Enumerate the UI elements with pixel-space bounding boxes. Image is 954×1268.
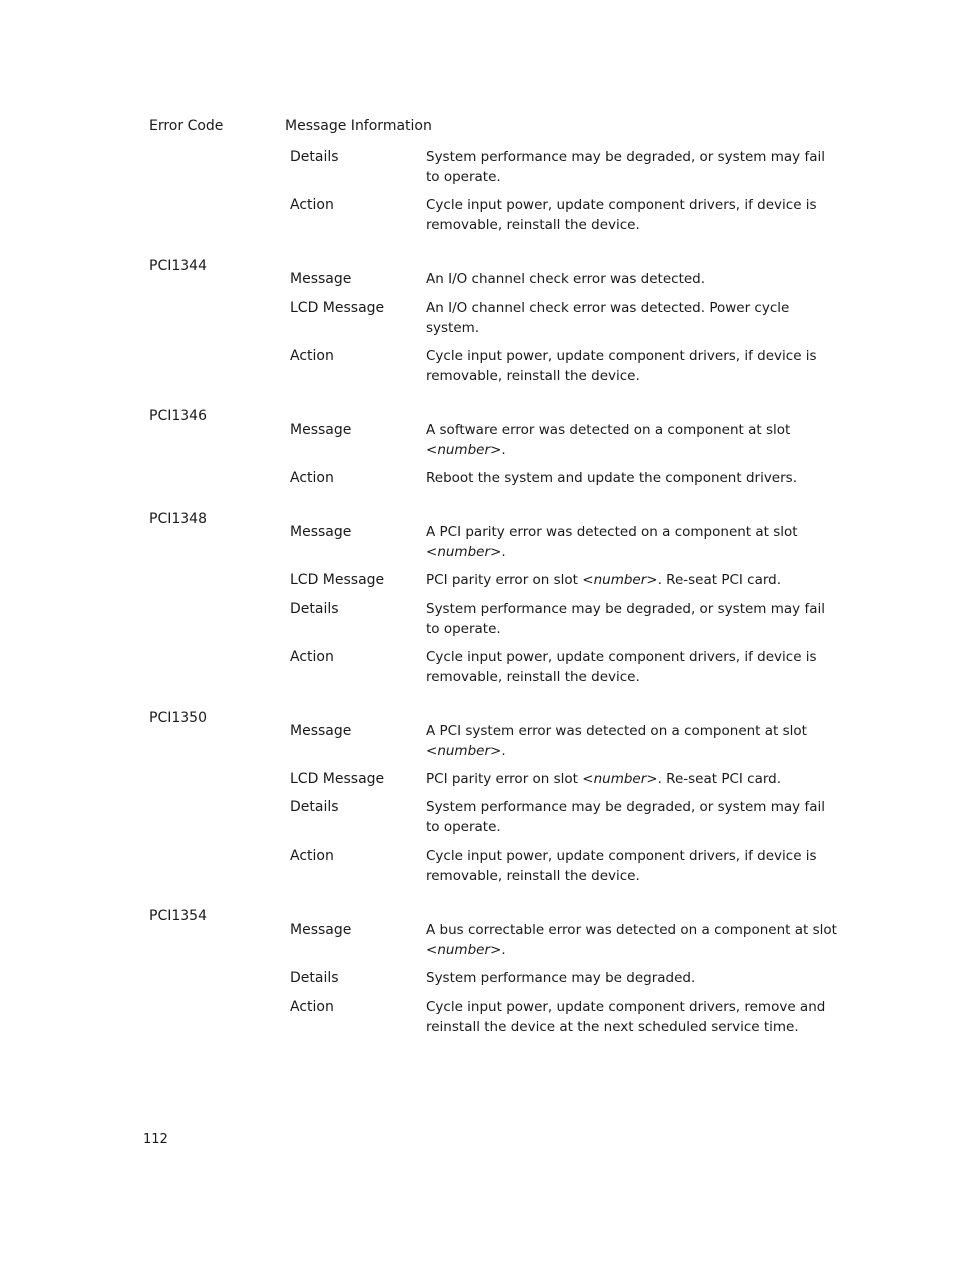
field-value: Reboot the system and update the component drivers.: [426, 470, 797, 486]
field-label: LCD Message: [290, 300, 385, 316]
field-value: Cycle input power, update component drivers, if device is removable, reinstall the device.: [426, 197, 817, 233]
field-value: Cycle input power, update component drivers, if device is removable, reinstall the device.: [426, 348, 817, 384]
column-header-message-information: Message Information: [285, 118, 432, 134]
field-value: System performance may be degraded, or system may fail to operate.: [426, 149, 825, 185]
field-label: Action: [290, 348, 334, 364]
field-label: Message: [290, 922, 352, 938]
field-label: Action: [290, 999, 334, 1015]
field-value: PCI parity error on slot <number>. Re-seat PCI card.: [426, 771, 782, 787]
field-value: Cycle input power, update component drivers, if device is removable, reinstall the device.: [426, 848, 817, 884]
field-label: Message: [290, 723, 352, 739]
column-header-error-code: Error Code: [149, 118, 224, 134]
field-label: Message: [290, 422, 352, 438]
field-label: Details: [290, 601, 339, 617]
field-label: Action: [290, 470, 334, 486]
field-label: Details: [290, 799, 339, 815]
error-code: PCI1344: [149, 258, 207, 274]
field-value: A software error was detected on a component at slot <number>.: [426, 422, 791, 458]
field-label: Action: [290, 848, 334, 864]
field-value: System performance may be degraded, or system may fail to operate.: [426, 601, 825, 637]
error-code: PCI1354: [149, 908, 207, 924]
page-number: 112: [143, 1132, 168, 1147]
table-header: [149, 118, 849, 140]
field-label: Action: [290, 649, 334, 665]
error-code: PCI1346: [149, 408, 207, 424]
error-code: PCI1350: [149, 710, 207, 726]
field-label: LCD Message: [290, 572, 385, 588]
field-label: Details: [290, 970, 339, 986]
field-value: A PCI system error was detected on a component at slot <number>.: [426, 723, 807, 759]
field-value: An I/O channel check error was detected. Power cycle system.: [426, 300, 790, 336]
field-label: Action: [290, 197, 334, 213]
error-code: PCI1348: [149, 511, 207, 527]
field-value: Cycle input power, update component drivers, if device is removable, reinstall the device.: [426, 649, 817, 685]
field-label: Message: [290, 524, 352, 540]
field-label: Message: [290, 271, 352, 287]
field-label: Details: [290, 149, 339, 165]
field-value: Cycle input power, update component drivers, remove and reinstall the device at the next scheduled service time.: [426, 999, 826, 1035]
field-value: A bus correctable error was detected on a component at slot <number>.: [426, 922, 837, 958]
field-value: PCI parity error on slot <number>. Re-seat PCI card.: [426, 572, 782, 588]
field-value: An I/O channel check error was detected.: [426, 271, 706, 287]
field-value: System performance may be degraded, or system may fail to operate.: [426, 799, 825, 835]
field-value: System performance may be degraded.: [426, 970, 696, 986]
field-label: LCD Message: [290, 771, 385, 787]
field-value: A PCI parity error was detected on a component at slot <number>.: [426, 524, 798, 560]
